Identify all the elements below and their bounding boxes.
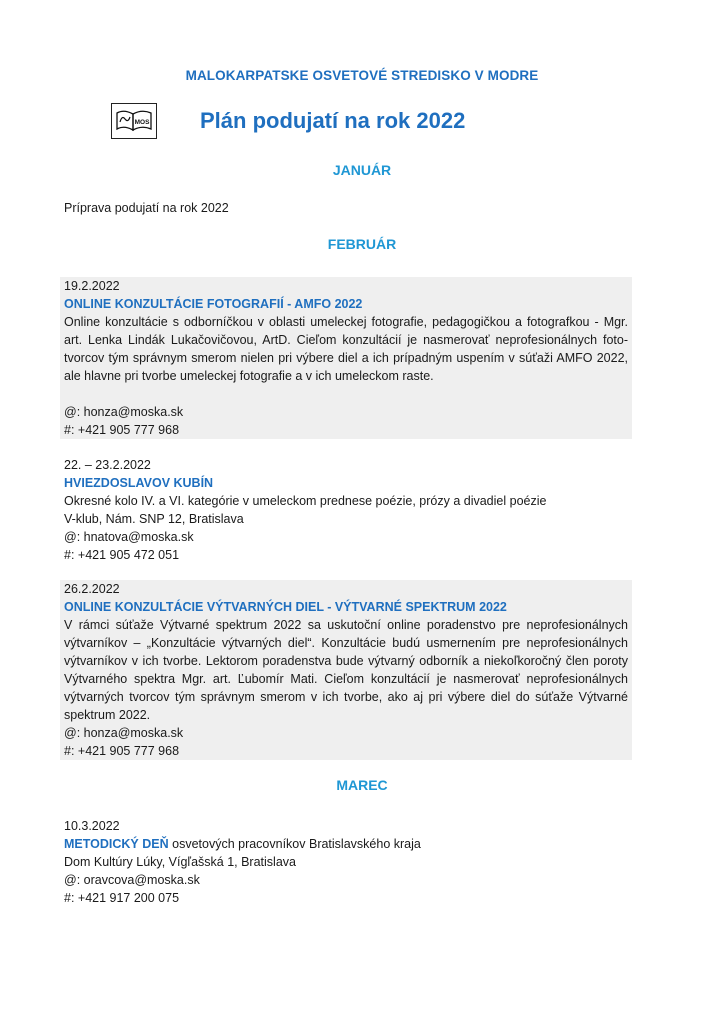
event-email: @: hnatova@moska.sk [64, 530, 194, 544]
event-description: V rámci súťaže Výtvarné spektrum 2022 sa uskutoční online poradenstvo pre neprofesionálnych výtvarníkov – „Konzultácie výtvarných diel“. Konzultácie budú usmernením pre neprofesionálnych výtvarníkov v ich tvorbe. Lektorom poradenstva bude výtvarný odborník a niekoľkoročný člen poroty Výtvarného spektra Mgr. art. Ľubomír Mati. Cieľom konzultácií je nasmerovať neprofesionálnych výtvarných tvorcov tým správnym smerom v ich tvorbe, ako aj pri výbere diel do súťaže Výtvarné spektrum 2022. [64, 618, 628, 722]
event-email: @: honza@moska.sk [64, 405, 184, 419]
organization-name: MALOKARPATSKE OSVETOVÉ STREDISKO V MODRE [185, 68, 539, 83]
event-card [60, 456, 632, 564]
event-description: Okresné kolo IV. a VI. kategórie v umeleckom prednese poézie, prózy a divadiel poézie [64, 494, 547, 508]
event-title: ONLINE KONZULTÁCIE VÝTVARNÝCH DIEL - VÝTVARNÉ SPEKTRUM 2022 [64, 600, 507, 614]
event-date: 19.2.2022 [64, 279, 120, 293]
svg-text:MOS: MOS [134, 119, 150, 126]
event-date: 22. – 23.2.2022 [64, 458, 151, 472]
event-date: 26.2.2022 [64, 582, 120, 596]
event-card [60, 817, 632, 907]
month-heading-january: JANUÁR [332, 162, 392, 178]
event-email: @: honza@moska.sk [64, 726, 184, 740]
event-title: ONLINE KONZULTÁCIE FOTOGRAFIÍ - AMFO 2022 [64, 297, 363, 311]
event-title-rest: osvetových pracovníkov Bratislavského kraja [168, 837, 421, 851]
event-card [60, 277, 632, 439]
event-title: METODICKÝ DEŇ [64, 837, 169, 851]
event-phone: #: +421 905 777 968 [64, 423, 180, 437]
event-description: Online konzultácie s odborníčkou v oblasti umeleckej fotografie, pedagogičkou a fotografkou - Mgr. art. Lenka Lindák Lukačovičovou, ArtD. Cieľom konzultácií je nasmerovať neprofesionálnych foto-tvorcov tým správnym smerom nielen pri výbere diel a ich prípadným uspením v súťaži AMFO 2022, ale hlavne pri tvorbe umeleckej fotografie a v ich umeleckom raste. [64, 315, 628, 383]
logo [111, 103, 157, 139]
event-location: V-klub, Nám. SNP 12, Bratislava [64, 512, 244, 526]
january-text: Príprava podujatí na rok 2022 [64, 201, 229, 215]
month-heading-march: MAREC [336, 777, 388, 793]
event-phone: #: +421 905 472 051 [64, 548, 180, 562]
page-title: Plán podujatí na rok 2022 [200, 108, 466, 133]
event-email: @: oravcova@moska.sk [64, 873, 200, 887]
event-card [60, 580, 632, 760]
event-date: 10.3.2022 [64, 819, 120, 833]
event-location: Dom Kultúry Lúky, Vígľašská 1, Bratislava [64, 855, 296, 869]
event-phone: #: +421 905 777 968 [64, 744, 180, 758]
month-heading-february: FEBRUÁR [327, 236, 397, 252]
event-title: HVIEZDOSLAVOV KUBÍN [64, 476, 214, 490]
event-phone: #: +421 917 200 075 [64, 891, 180, 905]
